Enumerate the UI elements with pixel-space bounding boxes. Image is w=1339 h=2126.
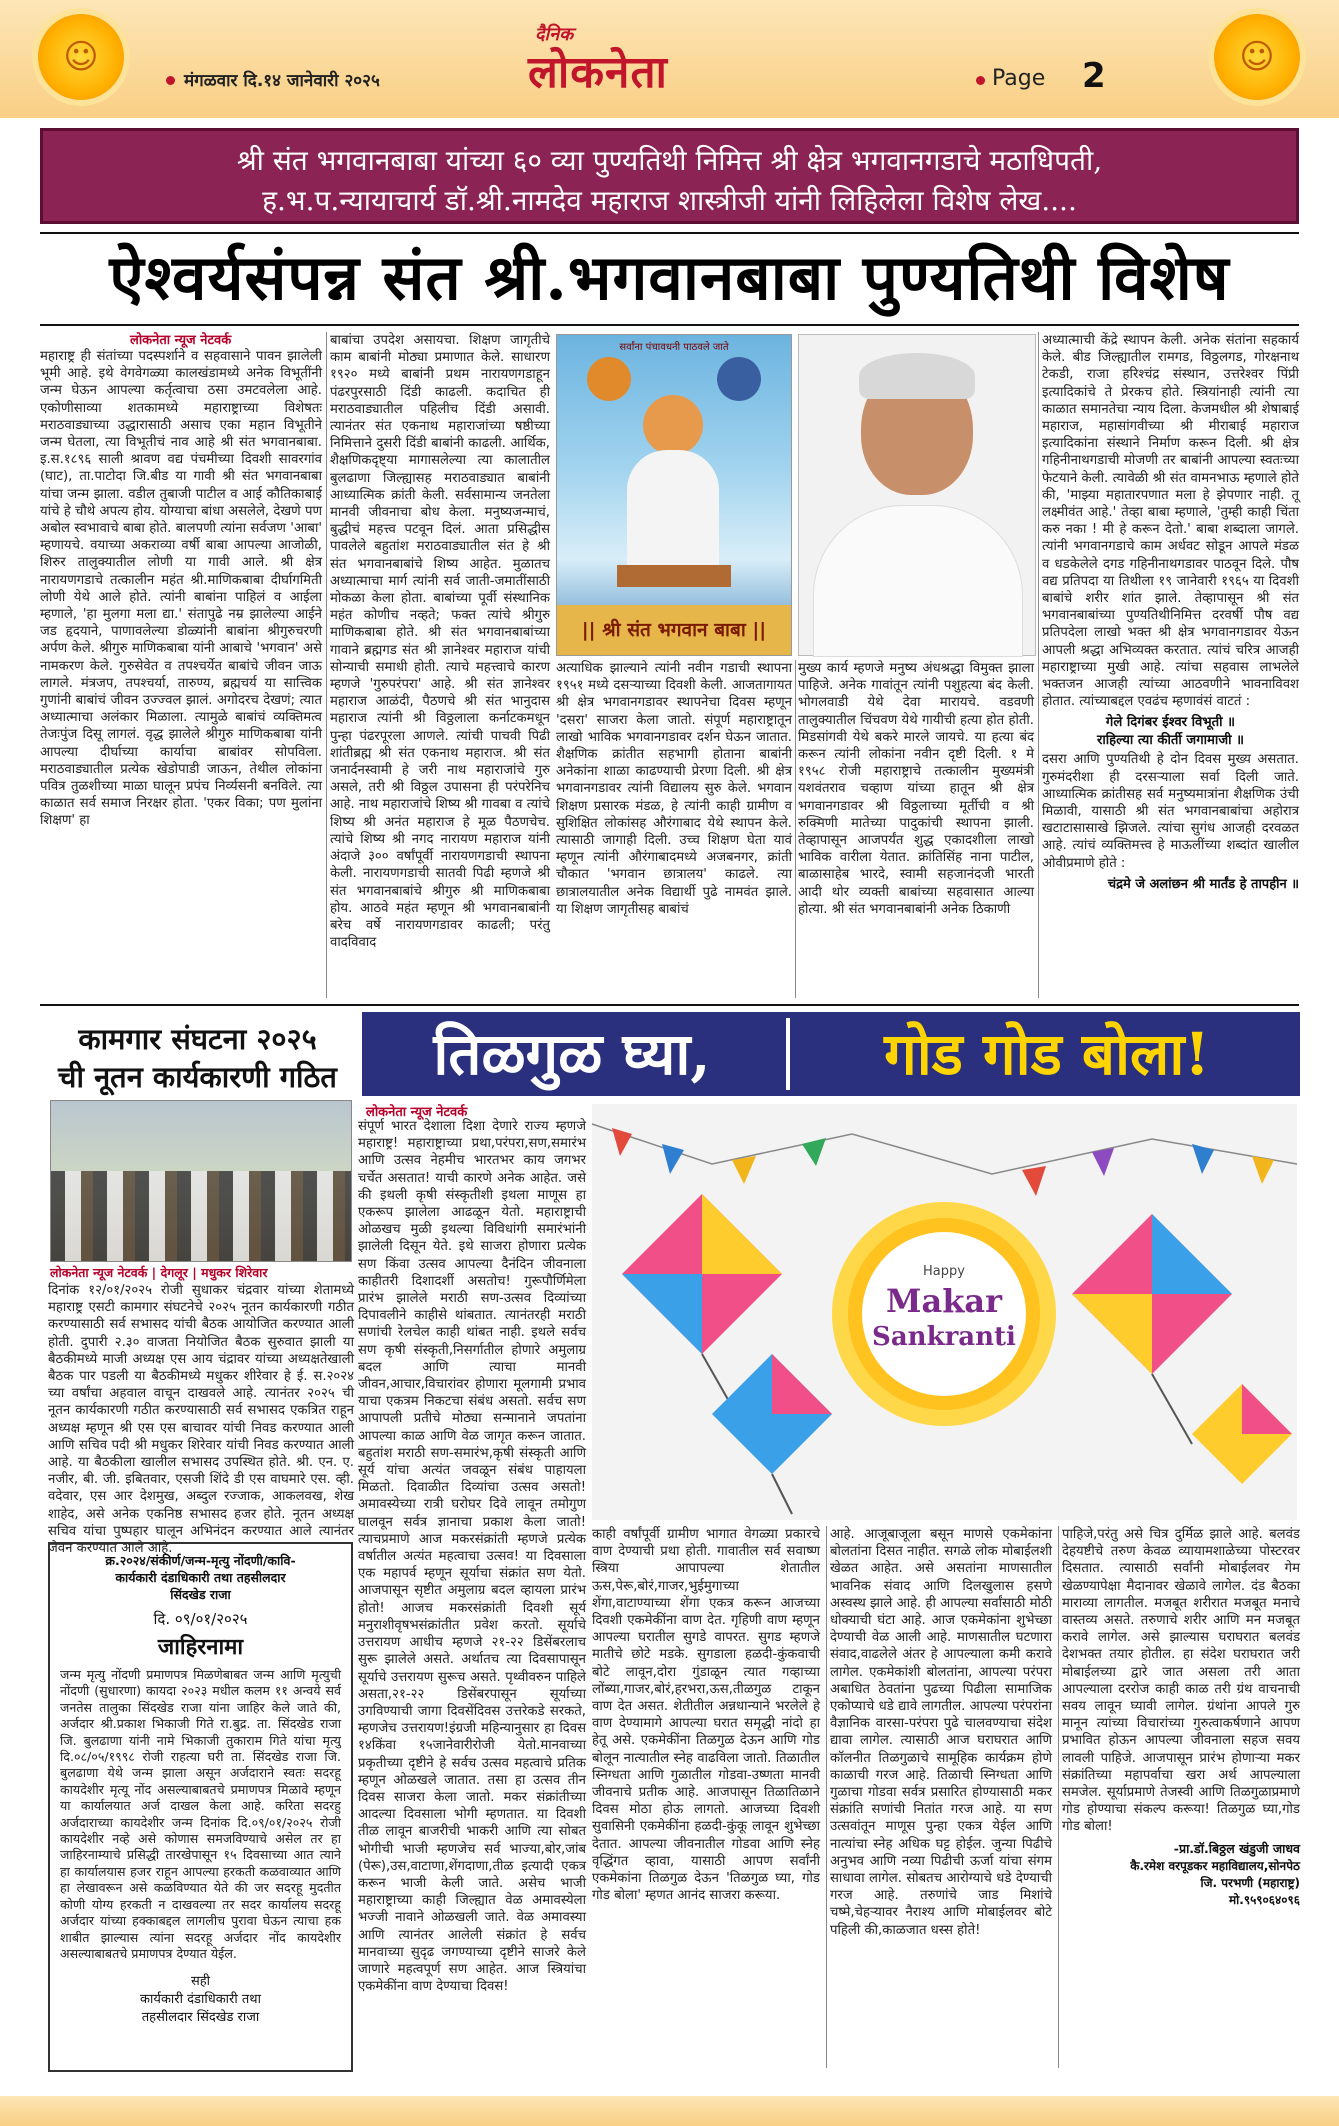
notice-sign-line-2: तहसीलदार सिंदखेड राजा bbox=[141, 2010, 260, 2025]
bullet-icon bbox=[976, 76, 985, 85]
tilgul-headline-left: तिळगुळ घ्या, bbox=[433, 1020, 711, 1088]
tilgul-column-3: आहे. आजूबाजूला बसून माणसे एकमेकांना बोलतांना दिसत नाहीत. सगळे लोक मोबाईलशी खेळत आहेत. असे असतांना माणसातील भावनिक संवाद आणि दिलखुलास हसणे अस्वस्थ झाले आहे. ही आपल्या सर्वांसाठी मोठी धोक्याची घंटा आहे. आज एकमेकांना शुभेच्छा देण्याची वेळ आली आहे. माणसातील घटणारा संवाद,वाढलेले अंतर हे आपल्याला कमी करावे लागेल. एकमेकांशी बोलतांना, आपल्या परंपरा अबाधित ठेवतांना पुढच्या पिढीला सामाजिक एकोप्याचे धडे द्यावे लागतील. आपल्या परंपरांना वैज्ञानिक वारसा-परंपरा पुढे चालवण्याचा संदेश द्यावा लागेल. त्यासाठी आज घराघरात आणि कॉलनीत तिळगुळाचे सामूहिक कार्यक्रम होणे काळाची गरज आहे. तिळाची स्निग्धता आणि गुळाचा गोडवा सर्वत्र प्रसारित होण्यासाठी मकर संक्रांति सणांची नितांत गरज आहे. या सण उत्सवांतून माणूस पुन्हा एकत्र येईल आणि नात्यांचा स्नेह अधिक घट्ट होईल. जुन्या पिढीचे अनुभव आणि नव्या पिढीची ऊर्जा यांचा संगम साधावा लागेल. सोबतच आरोग्याचे धडे देण्याची गरज आहे. तरुणांचे जाड मिशांचे चष्मे,चेहऱ्यावर नैराश्य आणि मोबाईलवर बोटे पहिली की,काळजात धस्स होते! bbox=[830, 1527, 1052, 1938]
author-place: जि. परभणी (महाराष्ट्र) bbox=[1200, 1875, 1300, 1890]
byline: लोकनेता न्यूज नेटवर्क bbox=[366, 1105, 468, 1120]
kamgar-headline bbox=[40, 1020, 355, 1096]
kamgar-caption-text: लोकनेता न्यूज नेटवर्क | देगलूर | मधुकर शिरेवार bbox=[50, 1265, 268, 1280]
banner-line-2: ह.भ.प.न्यायाचार्य डॉ.श्री.नामदेव महाराज शास्त्रीजी यांनी लिहिलेला विशेष लेख.... bbox=[262, 184, 1077, 217]
sankranti-label: Sankranti bbox=[872, 1322, 1016, 1352]
photo-top-text: सर्वांना पंचावधनी पाठवले जाते bbox=[619, 342, 729, 353]
column-rule bbox=[326, 332, 327, 998]
sun-right-icon: ☺ bbox=[1214, 14, 1300, 100]
happy-label: Happy bbox=[923, 1264, 965, 1279]
logo-prefix: दैनिक bbox=[535, 24, 574, 45]
headline: ऐश्वर्यसंपन्न संत श्री.भगवानबाबा पुण्यतिथी विशेष bbox=[109, 241, 1230, 314]
group-people bbox=[51, 1171, 351, 1261]
article-column-5-text: अध्यात्माची केंद्रे स्थापन केली. अनेक संतांना सहकार्य केले. बीड जिल्ह्यातील रामगड, विठ्ठलगड, गोरक्षनाथ टेकडी, राजा हरिश्चंद्र संस्थान, उत्तरेश्वर पिंप्री इत्यादिकांचे ते प्रेरकच होते. स्त्रियांनाही त्यांनी त्या काळात समानतेचा न्याय दिला. केजमधील श्री शेषाबाई महाराज, महासांगवीच्या श्री मीराबाई महाराज इत्यादिकांना संस्थाने निर्माण करून दिली. श्री क्षेत्र गहिनीनाथगडाची मोजणी तर बाबांनी आपल्या स्वतःच्या फेटयाने केली. त्यावेळी श्री संत वामनभाऊ म्हणाले होते की, 'माझ्या महातारपणात मला हे झेपणार नाही. तू लक्ष्मीवंत आहे.' तेव्हा बाबा म्हणाले, 'तुम्ही काही चिंता करु नका ! मी हे करून देतो.' बाबा शब्दाला जागले. त्यांनी भगवानगडाचे काम अर्धवट सोडून आपले मंडळ व धडकेलेले दगड गहिनीनाथगडावर पाठवून दिले. पौष वद्य प्रतिपदा या तिथीला १९ जानेवारी १९६५ या दिवशी बाबांचे शरीर शांत झाले. तेव्हापासून श्री संत भगवानबाबांच्या पुण्यतिथीनिमित्त दरवर्षी पौष वद्य प्रतिपदेला लाखो भक्त श्री क्षेत्र भगवानगडावर येऊन आपली श्रद्धा अभिव्यक्त करतात. त्यांचं चरित्र आजही महाराष्ट्राच्या मुखी आहे. त्यांचा सहवास लाभलेले भक्तजन आजही त्यांच्या आठवणीने भावनाविवश होतात. त्यांच्याबद्दल एवढंच म्हणावंसं वाटतं : bbox=[1042, 333, 1299, 710]
article-column-4: मुख्य कार्य म्हणजे मनुष्य अंधश्रद्धा विमुक्त झाला पाहिजे. अनेक गावांतून त्यांनी पशुहत्या बंद केली. भोगलवाडी येथे देवा मारायचे. वडवणी तालुक्यातील चिंचवण येथे गायीची हत्या होत होती. मिडसांगवी येथे बकरे मारले जायचे. या हत्या बंद करून त्यांनी लोकांना नवीन दृष्टी दिली. १ मे १९५८ रोजी महाराष्ट्राचे तत्कालीन मुख्यमंत्री यशवंतराव चव्हाण यांच्या हातून श्री क्षेत्र भगवानगडावर श्री विठ्ठलाच्या मूर्तीची व श्री रुक्मिणी मातेच्या पादुकांची स्थापना झाली. तेव्हापासून आजपर्यंत शुद्ध एकादशीला लाखो भाविक वारीला येतात. क्रांतिसिंह नाना पाटील, बाळासाहेब भारदे, स्वामी सहजानंदजी भारती आदी थोर व्यक्ती बाबांच्या सहवासात आल्या होत्या. श्री संत भगवानबाबांनी अनेक ठिकाणी bbox=[798, 661, 1034, 917]
kamgar-article-body: दिनांक १२/०१/२०२५ रोजी सुधाकर चंद्रवार यांच्या शेतामध्ये महाराष्ट्र एसटी कामगार संघटनेचे २०२५ नूतन कार्यकारणी गठीत करण्यासाठी सर्व सभासद यांची बैठक आयोजित करण्यात आली होती. दुपारी २.३० वाजता नियोजित बैठक सुरुवात झाली या बैठकीमध्ये माजी अध्यक्ष एस आय चंद्रावर यांच्या अध्यक्षतेखाली बैठक पार पडली या बैठकीमध्ये मधुकर शीरेवार हे ई. स.२०२४ च्या वर्षांचा अहवाल वाचून दाखवले आहे. त्यानंतर २०२५ ची नूतन कार्यकारणी गठीत करण्यासाठी सर्व सभासद एकत्रित राहून अध्यक्ष म्हणून श्री एस एस बाचावर यांची निवड करण्यात आली आणि सचिव पदी श्री मधुकर शिरेवार यांची निवड करण्यात आली आहे. या बैठकीला खालील सभासद उपस्थित होते. श्री. एन. ए. नजीर, बी. जी. इबितवार, एसजी शिंदे डी एस वाघमारे एस. व्ही. वदेवार, एस आर देशमुख, अब्दुल रज्जाक, आकलवख, शेख शाहेद, असे अनेक एकनिष्ठ सभासद हजर होते. नूतन अध्यक्ष सचिव यांचा पुष्पहार घालून अभिनंदन करण्यात आले त्यानंतर जेवन करण्यात आले आहे. bbox=[48, 1283, 354, 1557]
book-stand bbox=[617, 565, 731, 587]
divider bbox=[40, 324, 1299, 326]
kite-bottom-right-icon bbox=[1192, 1384, 1292, 1484]
article-intro-banner bbox=[40, 128, 1299, 224]
column-rule bbox=[1058, 1526, 1059, 2068]
author-name: -प्रा.डॉ.बिठ्ठल खंडुजी जाधव bbox=[1173, 1840, 1300, 1856]
deity-image bbox=[587, 357, 631, 401]
deity-image bbox=[717, 357, 761, 401]
tilgul-column-2: काही वर्षांपूर्वी ग्रामीण भागात वेगळ्या प्रकारचे वाण देण्याची प्रथा होती. गावातील सर्व सवाष्ण स्त्रिया आपापल्या शेतातील ऊस,पेरू,बोरं,गाजर,भुईमुगाच्या शेंगा,वाटाण्याच्या शेंगा एकत्र करून आजच्या दिवशी एकमेकींना वाण देत. गृहिणी वाण म्हणून आपल्या घरातील सुगडे वापरत. सुगड म्हणजे मातीचे छोटे मडके. सुगडाला हळदी-कुंकवाची बोटे लावून,दोरा गुंडाळून त्यात गव्हाच्या लोंब्या,गाजर,बोरं,हरभरा,ऊस,तीळगुळ टाकून वाण देत असत. शेतीतील अन्नधान्याने भरलेले हे वाण देण्यामागे आपल्या घरात समृद्धी नांदो हा हेतू असे. एकमेकींना तिळगुळ देऊन आणि गोड बोलून नात्यातील स्नेह वाढविला जातो. तिळातील स्निग्धता आणि गुळातील गोडवा-उष्णता मानवी जीवनाचे प्रतीक आहे. आजपासून तिळातिळाने दिवस मोठा होऊ लागतो. आजच्या दिवशी सुवासिनी एकमेकींना हळदी-कुंकू लावून शुभेच्छा देतात. आपल्या जीवनातील गोडवा आणि स्नेह वृद्धिंगत व्हावा, यासाठी आपण सर्वांनी एकमेकांना तिळगुळ देऊन 'तिळगुळ घ्या, गोड गोड बोला' म्हणत आनंद साजरा करूया. bbox=[592, 1527, 820, 1904]
banner-line-1: श्री संत भगवानबाबा यांच्या ६० व्या पुण्यतिथी निमित्त श्री क्षेत्र भगवानगडाचे मठाधिपती, bbox=[236, 144, 1103, 177]
bullet-icon bbox=[166, 76, 175, 85]
article-column-5 bbox=[1042, 332, 1299, 998]
tilgul-column-4 bbox=[1062, 1526, 1300, 2068]
shastri-photo bbox=[798, 334, 1036, 656]
saint-robe bbox=[627, 450, 719, 580]
kamgar-group-photo bbox=[50, 1100, 352, 1262]
notice-place: सिंदखेड राजा bbox=[170, 1587, 231, 1602]
article-column-1: महाराष्ट्र ही संतांच्या पदस्पर्शाने व सहवासाने पावन झालेली भूमी आहे. इथे वेगवेगळ्या कालखंडामध्ये अनेक विभूतींनी जन्म घेऊन आपल्या कर्तृत्वाचा ठसा उमटवलेला आहे. एकोणीसाव्या शतकामध्ये महाराष्ट्राच्या विशेषतः मराठवाड्याच्या उद्धारासाठी असाच एका महान विभूतीने जन्म घेतला, त्या विभूतीचं नाव आहे श्री संत भगवानबाबा. इ.स.१८९६ साली श्रावण वद्य पंचमीच्या दिवशी सावरगांव (घाट), ता.पाटोदा जि.बीड या गावी श्री संत भगवानबाबा यांचा जन्म झाला. वडील तुबाजी पाटील व आई कौतिकाबाई यांचे हे चौथे अपत्य होय. योग्याचा बांधा असलेले, देखणे पण अबोल स्वभावाचे बाबा होते. बालपणी त्यांना सर्वजण 'आबा' म्हणायचे. वयाच्या अकराव्या वर्षी बाबा आपल्या आजोळी, शिरुर तालुक्यातील लोणी या गावी आले. श्री क्षेत्र नारायणगडाचे तत्कालीन महंत श्री.माणिकबाबा दीर्घागमिती लोणी येथे आले होते. त्यांनी बाबांना पाहिलं व आईला म्हणाले, 'हा मुलगा मला द्या.' संतापुढे नम्र झालेल्या आईने जड हृदयाने, पाणावलेल्या डोळ्यांनी बाबांना श्रीगुरुचरणी अर्पण केले. श्रीगुरु माणिकबाबा यांनी आबाचे 'भगवान' असे नामकरण केले. गुरुसेवेत व तपश्चर्येत बाबांचे जीवन जाऊ लागले. मंत्रजप, तपश्चर्या, तारुण्य, ब्रह्मचर्य या सात्त्विक गुणांनी बाबांचं जीवन उज्ज्वल झालं. अगोदरच देखणं; त्यात अध्यात्माचा अलंकार मिळाला. त्यामुळे बाबांचं व्यक्तिमत्व तेजःपुंज दिसू लागलं. वृद्ध झालेले श्रीगुरु माणिकबाबा यांनी आपल्या दीर्घाच्या कार्याचा बाबांवर सोपविला. मराठवाड्यातील प्रत्येक खेडोपाडी जाऊन, तेथील लोकांना पवित्र तुळशीच्या माळा घालून प्रपंच निर्व्यसनी बनविले. त्या काळात सर्व समाज निरक्षर होता. 'एकर विका; पण मुलांना शिक्षण' हा bbox=[40, 349, 322, 829]
footer-strip bbox=[0, 2096, 1339, 2126]
divider bbox=[40, 232, 1299, 234]
quote-line-3: चंद्रमे जे अलांछन श्री मार्तंड हे तापहीन ॥ bbox=[1107, 876, 1299, 892]
makar-sankranti-graphic bbox=[592, 1104, 1297, 1520]
kite-bottom-left-icon bbox=[712, 1354, 832, 1514]
sun-left-icon: ☺ bbox=[38, 14, 124, 100]
column-rule bbox=[1038, 332, 1039, 998]
page-number: 2 bbox=[1082, 56, 1106, 96]
tilgul-headline-right: गोड गोड बोला! bbox=[884, 1020, 1210, 1088]
notice-sign-label: सही bbox=[190, 1974, 211, 1989]
page-label: Page bbox=[992, 66, 1046, 91]
notice-title: जाहिरनामा bbox=[157, 1635, 244, 1660]
kamgar-title-line-2: ची नूतन कार्यकारणी गठित bbox=[58, 1060, 337, 1094]
makar-label: Makar bbox=[886, 1282, 1002, 1320]
notice-office: कार्यकारी दंडाधिकारी तथा तहसीलदार bbox=[115, 1570, 286, 1585]
article-column-5-text-b: दसरा आणि पुण्यतिथी हे दोन दिवस मुख्य असतात. गुरुमंदरीशा ही दरसऱ्याला सर्वा दिली जाते. आध्यात्मिक क्रांतीसह सर्व मनुष्यमात्रांना शैक्षणिक उंची मिळावी, यासाठी श्री संत भगवानबाबांचा अहोरात्र खटाटासासाखे झिजले. त्यांचा सुगंध आजही दरवळत आहे. त्यांचं व्यक्तिमत्त्व हे माऊलींच्या शब्दांत खालील ओवीप्रमाणे होते : bbox=[1042, 752, 1299, 871]
notice-date: दि. ०९/०१/२०२५ bbox=[153, 1610, 248, 1628]
saint-face bbox=[643, 395, 703, 455]
notice-sign-line-1: कार्यकारी दंडाधिकारी तथा bbox=[140, 1992, 261, 2007]
masthead bbox=[0, 0, 1339, 118]
notice-body: जन्म मृत्यु नोंदणी प्रमाणपत्र मिळणेबाबत जन्म आणि मृत्युची नोंदणी (सुधारणा) कायदा २०२३ मधील कलम ११ अन्वये सर्व जनतेस तालुका सिंदखेड राजा यांना जाहिर केले जाते की, अर्जदार श्री.प्रकाश भिकाजी गिते रा.बुद्र. ता. सिंदखेड राजा जि. बुलढाणा यांनी नामे भिकाजी तुकाराम गिते यांचा मृत्यु दि.०८/०५/१९९८ रोजी राहत्या घरी ता. सिंदखेड राजा जि. बुलढाणा येथे जन्म झाला असून अर्जदाराने स्वतः सदरहू कायदेशीर मृत्यू नोंद असल्याबाबतचे प्रमाणपत्र मिळावे म्हणून या कार्यालयात अर्ज दाखल केला आहे. करिता सदरहु अर्जदाराच्या कायदेशीर जन्म दिनांक दि.०९/०१/२०२५ रोजी कायदेशीर नव्हे असे कोणास समजविण्याचे असेल तर हा जाहिरनाम्याचे प्रसिद्धी तारखेपासून १५ दिवसाच्या आत त्याने हा कार्यालयास हजर राहून आपल्या हरकती कळवाव्यात आणि हा लेखावरून असे कळविण्यात येते की जर सदरहू मुदतीत कोणी योग्य हरकती न दाखवल्या तर सदर कार्यालय सदरहू अर्जदार यांच्या हक्काबद्दल लागलीच पुरावा घेऊन त्याचा हक शाबीत झाल्यास त्यांना सदरहू अर्जदार नोंद कायदेशीर असल्याबाबतचे प्रमाणपत्र देण्यात येईल. bbox=[60, 1667, 341, 1961]
article-column-3: अत्याधिक झाल्याने त्यांनी नवीन गडाची स्थापना १९५१ मध्ये दसऱ्याच्या दिवशी केली. आजतागायत श्री क्षेत्र भगवानगडावर स्थापनेचा दिवस म्हणून 'दसरा' साजरा केला जातो. संपूर्ण महाराष्ट्रातून लाखो भाविक भगवानगडावर दर्शन घेऊन जातात. शैक्षणिक क्रांतीत सहभागी होताना बाबांनी अनेकांना शाळा काढण्याची प्रेरणा दिली. श्री क्षेत्र भगवानगडावर त्यांनी विद्यालय सुरु केले. भगवान शिक्षण प्रसारक मंडळ, हे त्यांनी काही ग्रामीण व सुशिक्षित लोकांसह औरंगाबाद येथे स्थापन केले. त्यासाठी जागाही दिली. उच्च शिक्षण घेता यावं म्हणून त्यांनी औरंगाबादमध्ये अजबनगर, क्रांती चौकात 'भगवान छात्रालय' काढले. त्या छात्रालयातील अनेक विद्यार्थी पुढे नामवंत झाले. या शिक्षण जागृतीसह बाबांचं bbox=[556, 661, 792, 917]
portrait-shirt bbox=[813, 505, 1023, 657]
kamgar-title-line-1: कामगार संघटना २०२५ bbox=[78, 1022, 317, 1056]
kite-right-icon bbox=[1072, 1214, 1232, 1444]
article-column-2: बाबांचा उपदेश असायचा. शिक्षण जागृतीचे काम बाबांनी मोठ्या प्रमाणात केले. साधारण १९२० मध्ये बाबांनी प्रथम नारायणगडाहून पंढरपुरसाठी दिंडी काढली. कदाचित ही मराठवाड्यातील पहिलीच दिंडी असावी. त्यानंतर संत एकनाथ महाराजांच्या षष्ठीच्या निमित्ताने दुसरी दिंडी बाबांनी काढली. आर्थिक, शैक्षणिकदृष्ट्या मागासलेल्या त्या कालातील बुलढाणा जिल्ह्यासह मराठवाड्यात बाबांनी आध्यात्मिक क्रांती केली. सर्वसामान्य जनतेला मानवी जीवनाचा बोध केला. मनुष्यजन्माचं, बुद्धीचं महत्त्व पटवून दिलं. आता प्रसिद्धीस पावलेले बहुतांश मराठवाड्यातील संत हे श्री संत भगवानबाबांचे शिष्य आहेत. मुळातच अध्यात्माचा मार्ग त्यांनी सर्व जाती-जमातींसाठी मोकळा केला होता. बाबांच्या पूर्वी संस्थानिक महंत कोणीच नव्हते; फक्त त्यांचे श्रीगुरु माणिकबाबा होते. श्री संत भगवानबाबांच्या गावाने ब्रह्मगड संत श्री ज्ञानेश्वर महाराज यांची सोन्याची समाधी होती. त्याचे महत्त्वाचे कारण म्हणजे 'गुरुपरंपरा' आहे. श्री संत ज्ञानेश्वर महाराज आळंदी, पैठणचे श्री संत भानुदास महाराज त्यांनी श्री विठ्ठलाला कर्नाटकमधून पुन्हा पंढरपूरला आणले. त्यांची पाचवी पिढी शांतीब्रह्म श्री संत एकनाथ महाराज. श्री संत जनार्दनस्वामी हे जरी नाथ महाराजांचे गुरु असले, तरी श्री विठ्ठल उपासना ही परंपरेनिच आहे. नाथ महाराजांचे शिष्य श्री गावबा व त्यांचे शिष्य श्री अनंत महाराज हे मूळ पैठणचेच. त्यांचे शिष्य श्री नगद नारायण महाराज यांनी अंदाजे ३०० वर्षांपूर्वी नारायणगडाची स्थापना केली. नारायणगडाची सातवी पिढी म्हणजे श्री संत भगवानबाबांचे श्रीगुरु श्री माणिकबाबा होय. आठवे महंत म्हणून श्री भगवानबाबांनी बरेच वर्षे नारायणगडावर काढली; परंतु वादविवाद bbox=[330, 333, 550, 951]
author-phone: मो.९५९०६४०९६ bbox=[1228, 1892, 1300, 1907]
divider bbox=[40, 1004, 1299, 1006]
banner-divider bbox=[786, 1018, 790, 1090]
column-rule bbox=[826, 1526, 827, 2068]
tilgul-column-4-text: पाहिजे,परंतु असे चित्र दुर्मिळ झाले आहे. बलवंड देहयष्टीचे तरुण केवळ व्यायामशाळेच्या पोस्टरवर दिसतात. त्यासाठी सर्वांनी मोबाईलवर गेम खेळण्यापेक्षा मैदानावर खेळावे लागेल. दंड बैठका माराव्या लागतील. मजबूत शरीरात मजबूत मनाचे वास्तव्य असते. तरुणाचे शरीर आणि मन मजबूत करावे लागेल. असे झाल्यास घराघरात बलवंड देशभक्त तयार होतील. हा संदेश घराघरात जरी मोबाईलच्या द्वारे जात असला तरी आता आपल्याला दररोज काही काळ तरी ग्रंथ वाचनाची सवय लावून घ्यावी लागेल. ग्रंथांना आपले गुरु मानून त्यांच्या विचारांच्या गुरुत्वाकर्षणाने आपण प्रभावित होऊन आपल्या जीवनाला सहज सवय लावली पाहिजे. आजपासून प्रारंभ होणाऱ्या मकर संक्रांतिच्या महापर्वाचा खरा अर्थ आपल्याला समजेल. सूर्याप्रमाणे तेजस्वी आणि तिळगुळाप्रमाणे गोड होण्याचा संकल्प करूया! तिळगुळ घ्या,गोड गोड बोला! bbox=[1062, 1527, 1300, 1835]
public-notice-box bbox=[48, 1542, 353, 2072]
quote-line-1: गेले दिगंबर ईश्वर विभूती ॥ bbox=[1105, 715, 1236, 731]
notice-ref: क्र.२०२४/संकीर्ण/जन्म-मृत्यु नोंदणी/कावि- bbox=[105, 1553, 296, 1568]
column-rule bbox=[795, 660, 796, 998]
caption-bar bbox=[557, 605, 791, 655]
byline: लोकनेता न्यूज नेटवर्क bbox=[130, 333, 232, 348]
photo-caption: || श्री संत भगवान बाबा || bbox=[581, 619, 767, 641]
bhagwanbaba-photo bbox=[556, 334, 792, 656]
portrait-hair bbox=[859, 353, 975, 399]
newspaper-logo: लोकनेता bbox=[528, 47, 668, 98]
kamgar-photo-caption bbox=[50, 1264, 350, 1281]
tilgul-banner bbox=[362, 1012, 1300, 1096]
tilgul-column-1: संपूर्ण भारत देशाला दिशा देणारे राज्य म्हणजे महाराष्ट्र! महाराष्ट्राच्या प्रथा,परंपरा,सण,समारंभ आणि उत्सव नेहमीच भारतभर काय जगभर चर्चेत असतात! याची कारणे अनेक आहेत. जसे की इथली कृषी संस्कृतीशी इथला माणूस हा एकरूप झालेला आढळून येतो. महाराष्ट्राची ओळखच मुळी इथल्या विविधांगी समारंभांनी झालेली दिसून येते. इथे साजरा होणारा प्रत्येक सण किंवा उत्सव आपल्या दैनंदिन जीवनाला काहीतरी दिशादर्शी असतोच! गुरूपौर्णिमेला प्रारंभ झालेले मराठी सण-उत्सव दिव्यांच्या दिपावलीने काहीसे थांबतात. त्यानंतरही मराठी सणांची रेलचेल काही थांबत नाही. इथले सर्वच सण कृषी संस्कृती,निसर्गातील होणारे अमुलाग्र बदल आणि त्याचा मानवी जीवन,आचार,विचारांवर होणारा मूलगामी प्रभाव याचा एकत्रम निकटचा संबंध असतो. सर्वच सण आपापली प्रतीचे मोठ्या सन्मानाने जपतांना आपल्या काळ आणि वेळ जागृत करून जातात. बहुतांश मराठी सण-समारंभ,कृषी संस्कृती आणि सूर्य यांचा अत्यंत जवळून संबंध पाहायला मिळतो. दिवाळीत दिव्यांचा उत्सव असतो! अमावस्येच्या रात्री घरोघर दिवे लावून तमोगुण घालवून सर्वत्र ज्ञानाचा प्रकाश केला जातो! त्याचप्रमाणे आज मकरसंक्रांती म्हणजे प्रत्येक वर्षातील अत्यंत महत्वाचा उत्सव! या दिवसाला एक महापर्व म्हणून सूर्याचा संक्रांत सण येतो. आजपासून सृष्टीत अमुलाग्र बदल व्हायला प्रारंभ होतो! आजच मकरसंक्रांती दिवशी सूर्य मनुराशीवृषभसंक्रांतीत प्रवेश करतो. सूर्याचे उत्तरायण आधीच म्हणजे २१-२२ डिसेंबरलाच सुरू झालेले असते. अर्थातच त्या दिवसापासून सूर्याचे उत्तरायण सुरूच असते. पृथ्वीवरुन पाहिले असता,२१-२२ डिसेंबरपासून सूर्याच्या उगविण्याची जागा दिवसेंदिवस उत्तरेकडे सरकते, म्हणजेच उत्तरायण!इंग्रजी महिन्यानुसार हा दिवस १४किंवा १५जानेवारीरोजी येतो.मानवाच्या प्रकृतीच्या दृष्टीने हे सर्वच उत्सव महत्वाचे प्रतिक म्हणून ओळखले जातात. तसा हा उत्सव तीन दिवस साजरा केला जातो. मकर संक्रांतीच्या आदल्या दिवसाला भोगी म्हणतात. या दिवशी तीळ लावून बाजरीची भाकरी आणि त्या सोबत भोगीची भाजी म्हणजेच सर्व भाज्या,बोर,जांब (पेरू),उस,वाटाणा,शेंगदाणा,तीळ इत्यादी एकत्र करून भाजी केली जाते. असेच भाजी महाराष्ट्राच्या काही जिल्ह्यात वेळ अमावस्येला भज्जी नावाने ओळखली जाते. वेळ अमावस्या आणि त्यानंतर आलेली संक्रांत हे सर्वच मानवाच्या सुदृढ जगण्याच्या दृष्टीने साजरे केले जाणारे महत्वपूर्ण सण आहेत. आज स्त्रियांचा एकमेकींना वाण देण्याचा दिवस! bbox=[358, 1119, 586, 1995]
quote-line-2: राहिल्या त्या कीर्ती जगामाजी ॥ bbox=[1096, 733, 1245, 749]
issue-date: मंगळवार दि.१४ जानेवारी २०२५ bbox=[184, 71, 380, 91]
author-institution: कै.रमेश वरपूडकर महाविद्यालय,सोनपेठ bbox=[1130, 1858, 1300, 1873]
